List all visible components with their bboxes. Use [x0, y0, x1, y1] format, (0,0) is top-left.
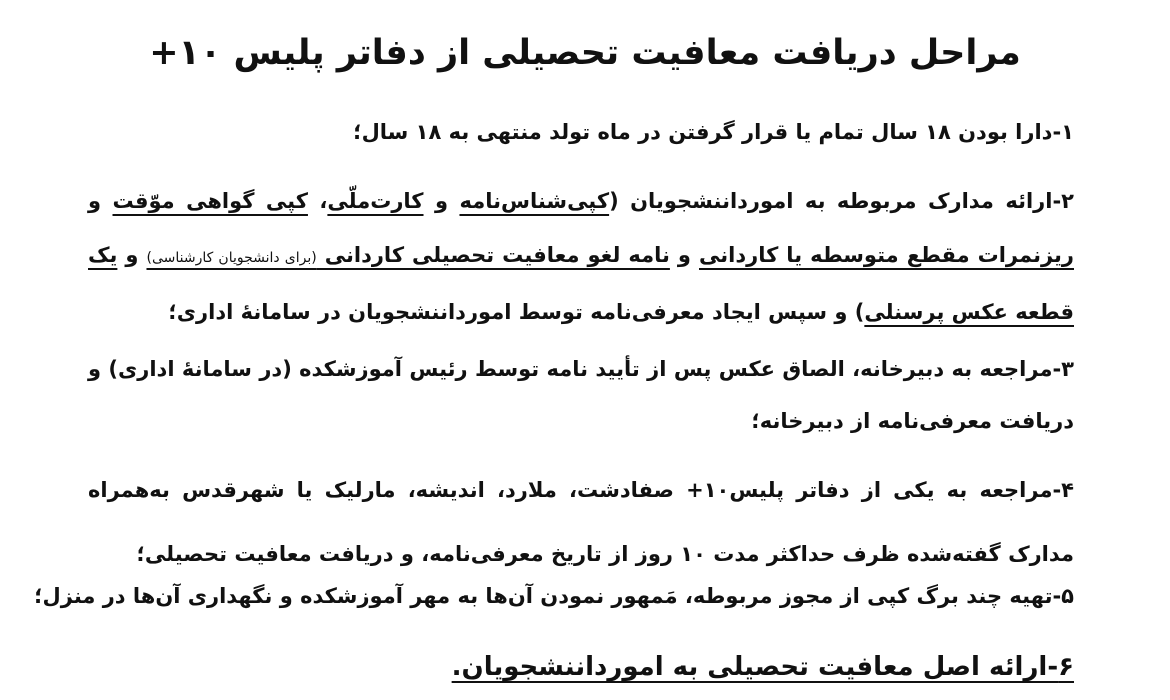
step-2-text-4: و	[88, 189, 113, 213]
doc-personal-photo: یک قطعه عکس پرسنلی	[88, 243, 1074, 324]
page-title: مراحل دریافت معافیت تحصیلی از دفاتر پلیس ۱۰+	[149, 33, 1021, 73]
step-1: ۱-دارا بودن ۱۸ سال تمام یا قرار گرفتن در ماه تولد منتهی به ۱۸ سال؛	[353, 120, 1074, 144]
doc-exemption-cancellation-letter	[146, 243, 669, 267]
step-2-text-3: ،	[307, 189, 328, 213]
step-3: ۳-مراجعه به دبیرخانه، الصاق عکس پس از تأیید نامه توسط رئیس آموزشکده (در سامانهٔ اداری) و دریافت معرفی‌نامه از دبیرخانه؛	[88, 357, 1074, 433]
doc-birth-certificate-copy: کپی‌شناس‌نامه	[459, 189, 610, 213]
step-6	[88, 647, 1074, 687]
step-2-text-1: ۲-ارائه مدارک مربوطه به امورداننشجویان (	[609, 189, 1074, 213]
step-2-text-6: و	[117, 243, 147, 267]
step-2	[88, 174, 1074, 339]
doc-transcript: ریزنمرات مقطع متوسطه یا کاردانی	[699, 243, 1074, 267]
step-5: ۵-تهیه چند برگ کپی از مجوز مربوطه، مَمهور نمودن آن‌ها به مهر آموزشکده و نگهداری آن‌ها در منزل؛	[34, 584, 1074, 608]
step-4: ۴-مراجعه به یکی از دفاتر پلیس‌۱۰+ صفادشت، ملارد، اندیشه، مارلیک یا شهرقدس به‌همراه مدارک گفته‌شده ظرف حداکثر مدت ۱۰ روز از تاریخ معرفی‌نامه، و دریافت معافیت تحصیلی؛	[88, 478, 1074, 566]
doc-national-card: کارت‌ملّی	[327, 189, 424, 213]
doc-temporary-certificate-copy: کپی گواهی موّقت	[112, 189, 308, 213]
doc-exemption-cancellation-letter-label: نامه لغو معافیت تحصیلی کاردانی	[316, 243, 670, 267]
step-6-text: ۶-ارائه اصل معافیت تحصیلی به امورداننشجویان.	[451, 652, 1074, 682]
doc-exemption-cancellation-note: (برای دانشجویان کارشناسی)	[146, 250, 317, 266]
step-2-text-2: و	[423, 189, 460, 213]
step-2-text-5: و	[669, 243, 699, 267]
step-2-text-7: ) و سپس ایجاد معرفی‌نامه توسط امورداننشجویان در سامانهٔ اداری؛	[168, 300, 865, 324]
